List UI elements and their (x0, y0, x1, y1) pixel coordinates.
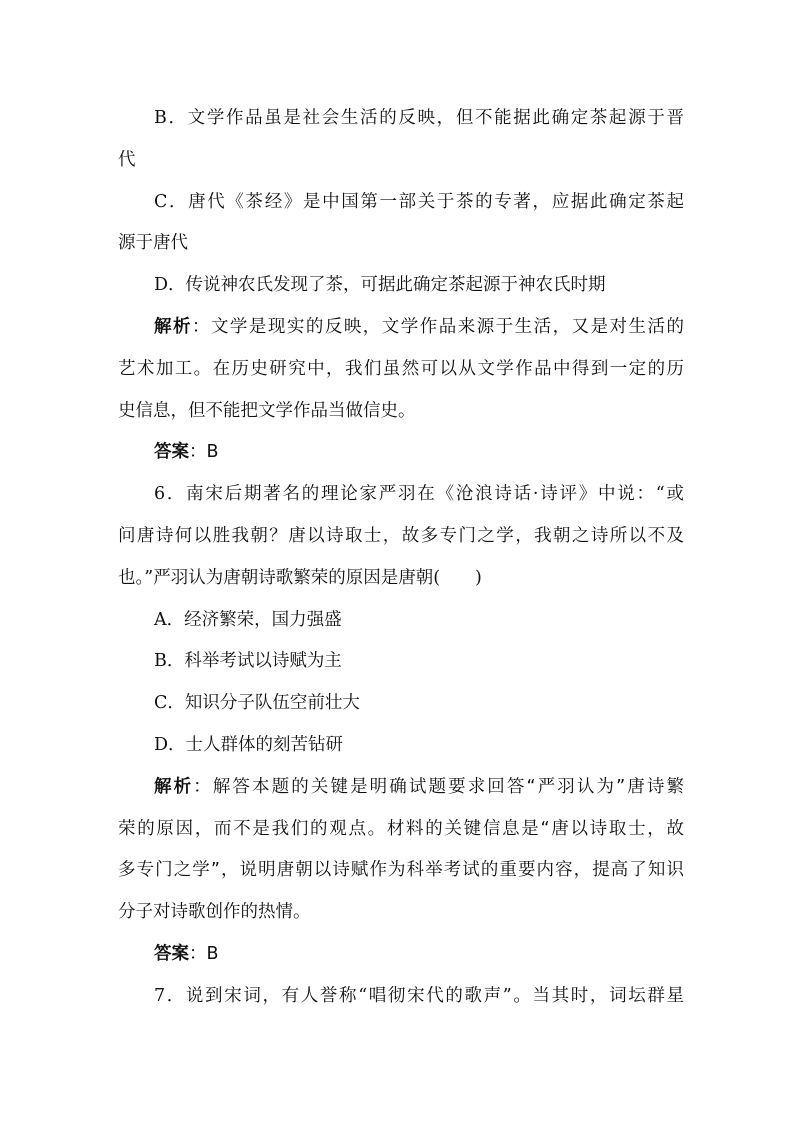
option-b-line-2: 代 (118, 149, 136, 170)
question-6-line-3: 也。”严羽认为唐朝诗歌繁荣的原因是唐朝( ) (118, 567, 482, 588)
analysis-1-line-1: 解析：文学是现实的反映，文学作品来源于生活，又是对生活的 (154, 316, 685, 337)
answer-label: 答案 (154, 943, 189, 964)
question-6-option-b: B．科举考试以诗赋为主 (154, 651, 342, 672)
analysis-2-line-1: 解析：解答本题的关键是明确试题要求回答“严羽认为”唐诗繁 (154, 776, 684, 797)
analysis-label: 解析 (154, 776, 194, 797)
question-7-line-1: 7．说到宋词，有人誉称“唱彻宋代的歌声”。当其时，词坛群星 (154, 985, 684, 1006)
question-6-option-c: C．知识分子队伍空前壮大 (154, 693, 360, 714)
analysis-1-line-2: 艺术加工。在历史研究中，我们虽然可以从文学作品中得到一定的历 (118, 358, 684, 379)
option-b-line-1: B．文学作品虽是社会生活的反映，但不能据此确定茶起源于晋 (154, 108, 684, 128)
analysis-2-line-3: 多专门之学”，说明唐朝以诗赋作为科举考试的重要内容，提高了知识 (118, 860, 684, 881)
question-6-option-a: A．经济繁荣，国力强盛 (154, 609, 342, 630)
answer-label: 答案 (154, 442, 189, 463)
answer-1: 答案：B (154, 442, 219, 463)
analysis-1-line-3: 史信息，但不能把文学作品当做信史。 (118, 400, 416, 421)
option-d-line: D．传说神农氏发现了茶，可据此确定茶起源于神农氏时期 (154, 275, 606, 296)
option-c-line-2: 源于唐代 (118, 233, 188, 254)
question-6-line-2: 问唐诗何以胜我朝？唐以诗取士，故多专门之学，我朝之诗所以不及 (118, 525, 684, 546)
answer-2: 答案：B (154, 943, 219, 964)
document-page (118, 98, 684, 1018)
analysis-2-line-4: 分子对诗歌创作的热情。 (118, 902, 311, 923)
question-6-option-d: D．士人群体的刻苦钻研 (154, 734, 344, 755)
option-c-line-1: C．唐代《茶经》是中国第一部关于茶的专著，应据此确定茶起 (154, 191, 684, 212)
question-6-line-1: 6．南宋后期著名的理论家严羽在《沧浪诗话·诗评》中说：“或 (154, 484, 684, 505)
analysis-label: 解析 (154, 316, 192, 337)
analysis-2-line-2: 荣的原因，而不是我们的观点。材料的关键信息是“唐以诗取士，故 (118, 818, 684, 839)
